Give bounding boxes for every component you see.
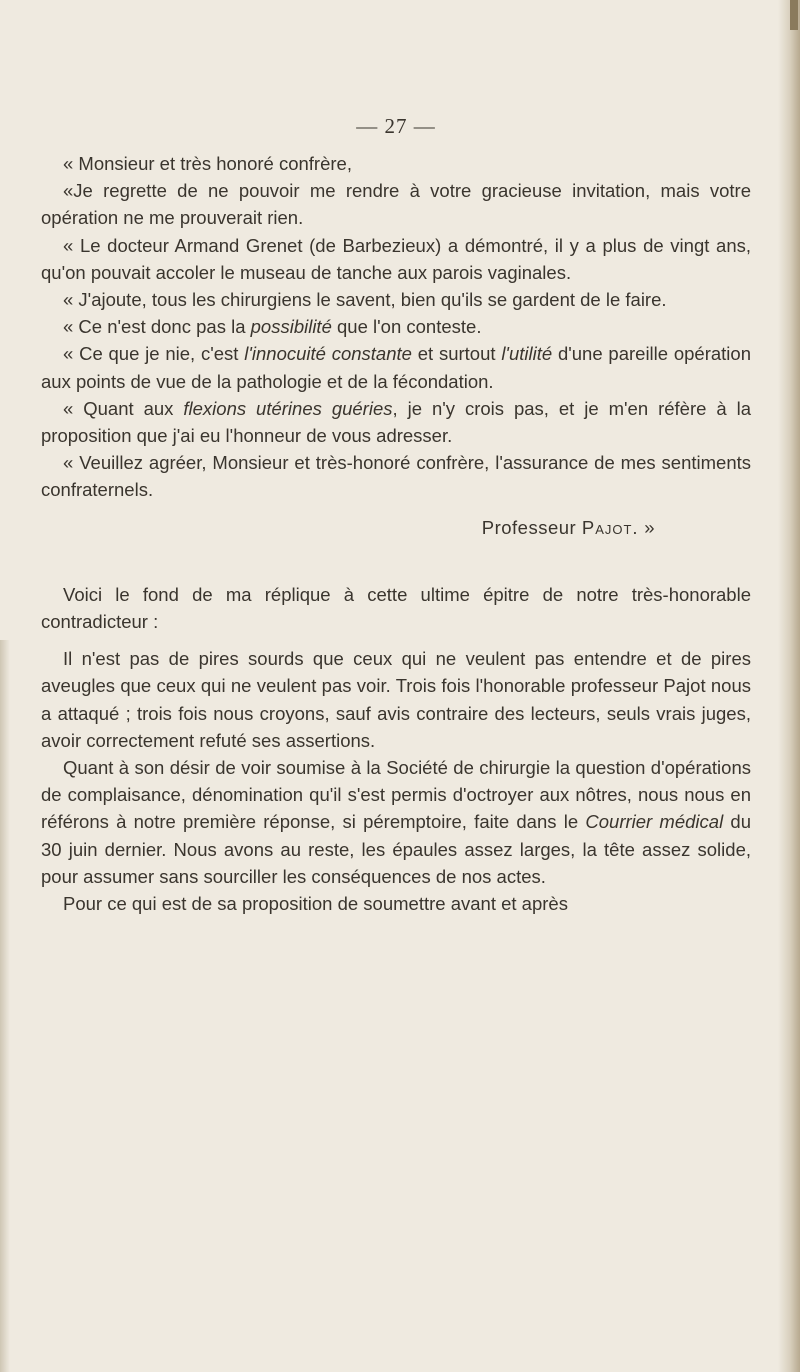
letter-p5-italic-2: l'utilité [501,343,553,365]
letter-p5-start: « Ce que je nie, c'est [63,343,245,365]
response-paragraph-2: Il n'est pas de pires sourds que ceux qui ne veulent pas entendre et de pires aveugles que ceux qui ne veulent pas voir. Trois fois l'honorable professeur Pajot nous a attaqué ; trois fois nous croyons, sauf avis contraire des lecteurs, seuls vrais juges, avoir correctement refuté ses assertions. [41,648,751,751]
page-number: — 27 — [356,114,436,138]
author-response [41,581,751,917]
letter-p6-italic: flexions utérines guéries [183,397,393,419]
letter-paragraph-3: « J'ajoute, tous les chirurgiens le savent, bien qu'ils se gardent de le faire. [63,289,667,311]
signature-title: Professeur [481,516,577,538]
signature-close: » [644,516,655,538]
letter-p5-end: d'une pareille opération aux points de vue de la pathologie et de la fécondation. [41,343,752,392]
response-paragraph-4: Pour ce qui est de sa proposition de soumettre avant et après [63,893,568,915]
letter-p5-italic-1: l'innocuité constante [244,343,412,365]
response-p3-end: du 30 juin dernier. Nous avons au reste, les épaules assez larges, la tête assez solide, pour assumer sans sourciller les conséquences de nos actes. [41,811,752,887]
letter-signature [41,514,655,541]
letter-p4-end: que l'on conteste. [331,316,482,338]
letter-p6-start: « Quant aux [63,397,184,419]
response-paragraph-1: Voici le fond de ma réplique à cette ultime épitre de notre très-honorable contradicteur : [41,583,751,633]
response-p3-start: Quant à son désir de voir soumise à la Société de chirurgie la question d'opérations de complaisance, dénomination qu'il s'est permis d'octroyer aux nôtres, nous nous en référons à notre première réponse, si péremptoire, faite dans le [41,757,751,833]
quoted-letter [41,150,751,541]
response-p3-italic: Courrier médical [585,811,724,833]
letter-p6-end: , je n'y crois pas, et je m'en réfère à la proposition que j'ai eu l'honneur de vous adresser. [41,397,752,447]
letter-paragraph-1: «Je regrette de ne pouvoir me rendre à votre gracieuse invitation, mais votre opération ne me prouverait rien. [41,180,751,229]
letter-paragraph-2: « Le docteur Armand Grenet (de Barbezieux) a démontré, il y a plus de vingt ans, qu'on pouvait accoler le museau de tanche aux parois vaginales. [41,234,751,283]
page-corner-mark [790,0,798,30]
letter-p4-start: « Ce n'est donc pas la [63,316,251,338]
letter-p5-mid: et surtout [411,343,502,365]
letter-paragraph-6 [41,395,751,449]
letter-salutation: « Monsieur et très honoré confrère, [63,153,352,174]
page-right-edge [778,0,800,1372]
letter-paragraph-7: « Veuillez agréer, Monsieur et très-honoré confrère, l'assurance de mes sentiments confraternels. [41,452,751,501]
letter-p4-italic: possibilité [250,316,332,338]
page-left-shadow [0,640,10,1372]
response-paragraph-3 [41,754,751,890]
page-text [41,112,751,917]
letter-paragraph-4 [41,313,751,340]
letter-paragraph-5 [41,340,751,394]
signature-name: Pajot. [581,516,639,538]
